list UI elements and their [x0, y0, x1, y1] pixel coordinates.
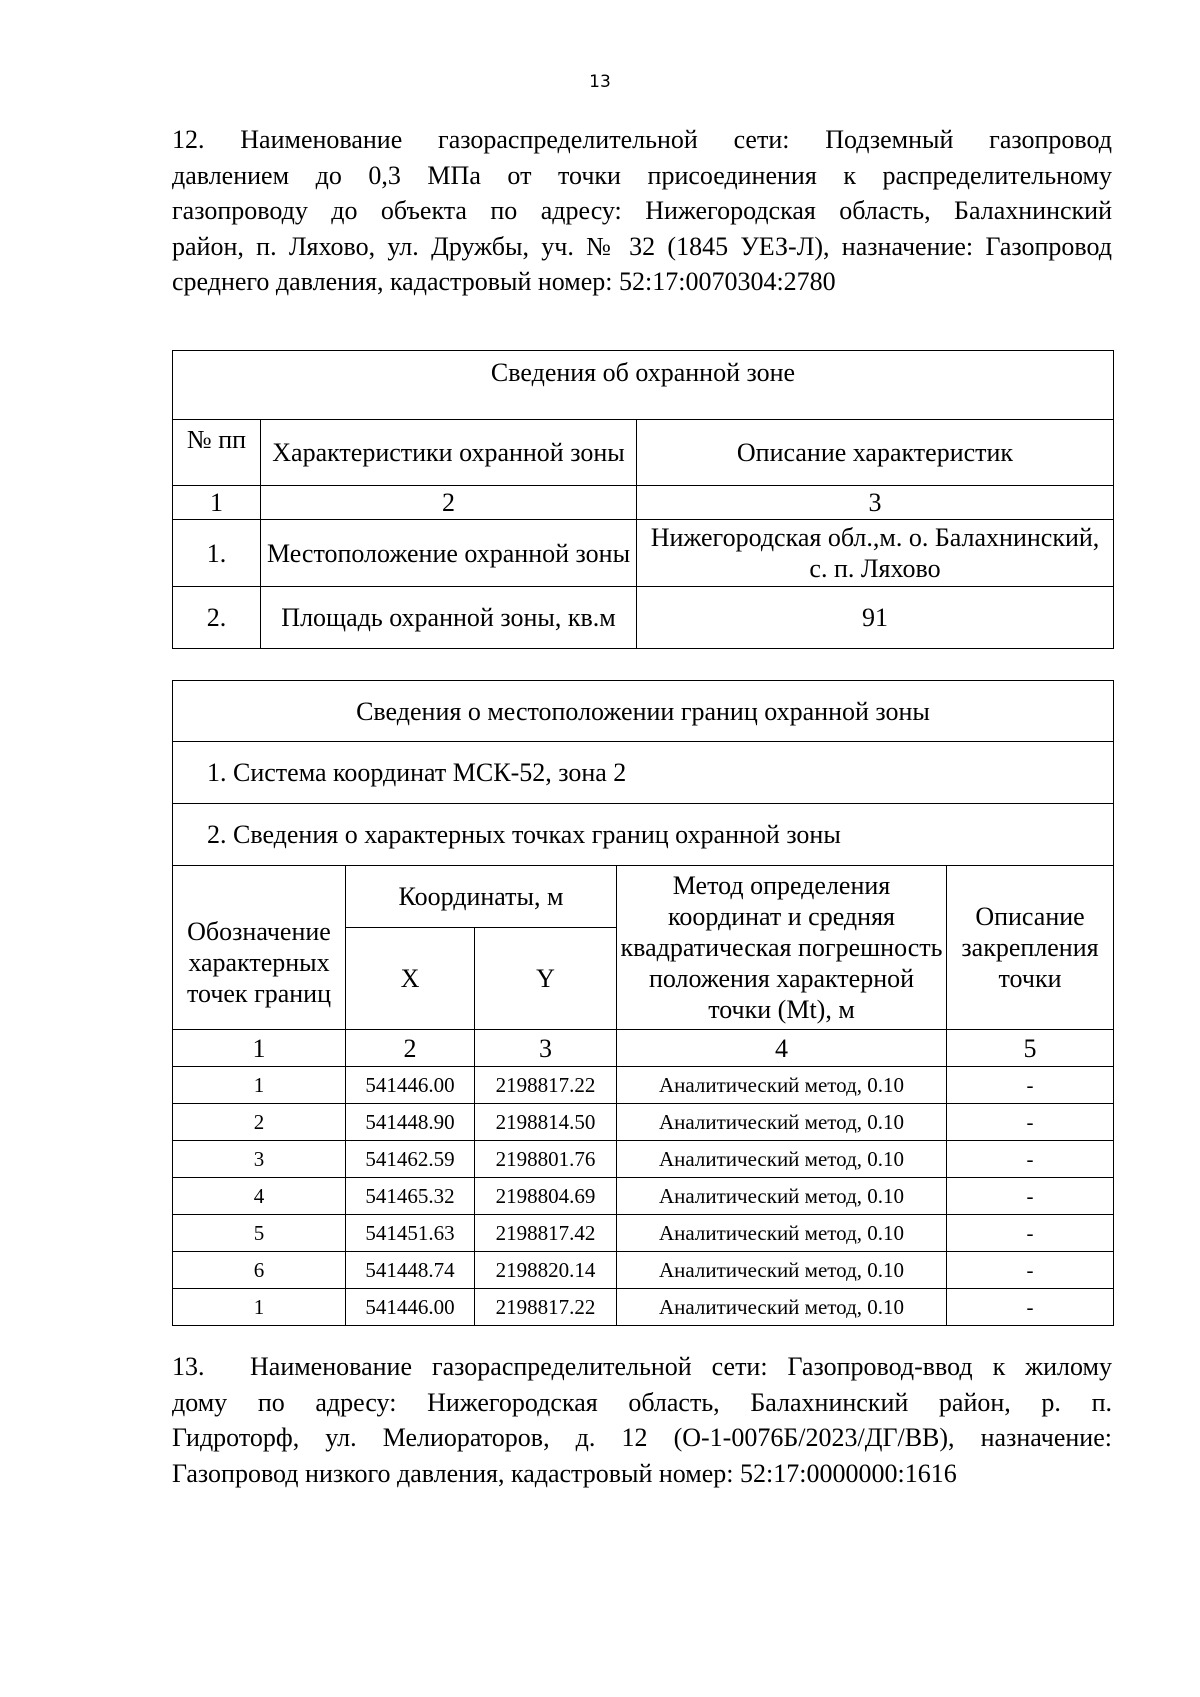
zone-table-title: Сведения об охранной зоне [173, 351, 1114, 420]
protection-zone-table [172, 350, 1114, 649]
text-word: сети: [733, 125, 790, 154]
section-12-line-4: район, п. Ляхово, ул. Дружбы, уч. № 32 (1845 УЕЗ-Л), назначение: Газопровод [172, 231, 1112, 261]
boundary-col-number: 2 [346, 1030, 475, 1067]
point-x: 541448.74 [346, 1252, 475, 1289]
boundary-table [172, 680, 1114, 1326]
header-method: Метод определения координат и средняя квадратическая погрешность положения характерной точки (Mt), м [617, 866, 947, 1030]
table-row [173, 1215, 1114, 1252]
section-12-line-1 [172, 122, 1112, 158]
boundary-col-number: 3 [475, 1030, 617, 1067]
zone-row-number: 2. [173, 587, 261, 649]
zone-col-number: 2 [261, 486, 637, 520]
zone-col-number: 3 [637, 486, 1114, 520]
point-id: 3 [173, 1141, 346, 1178]
section-13-number: 13. [172, 1352, 205, 1381]
section-13-line-2: дому по адресу: Нижегородская область, Балахнинский район, р. п. [172, 1387, 1112, 1417]
point-fixing: - [947, 1104, 1114, 1141]
header-coordinates: Координаты, м [346, 866, 617, 928]
zone-header-number: № пп [173, 420, 261, 486]
point-x: 541446.00 [346, 1067, 475, 1104]
point-y: 2198817.42 [475, 1215, 617, 1252]
zone-row-number: 1. [173, 520, 261, 587]
section-12-number: 12. [172, 125, 205, 154]
boundary-col-number: 5 [947, 1030, 1114, 1067]
point-y: 2198814.50 [475, 1104, 617, 1141]
boundary-table-title: Сведения о местоположении границ охранной зоны [173, 681, 1114, 742]
point-fixing: - [947, 1252, 1114, 1289]
section-12-paragraph [172, 122, 1112, 300]
point-id: 1 [173, 1289, 346, 1326]
point-id: 2 [173, 1104, 346, 1141]
zone-header-characteristics: Характеристики охранной зоны [261, 420, 637, 486]
point-method: Аналитический метод, 0.10 [617, 1104, 947, 1141]
page-number: 13 [589, 72, 611, 92]
point-y: 2198817.22 [475, 1289, 617, 1326]
boundary-col-number: 1 [173, 1030, 346, 1067]
header-fixing-description: Описание закрепления точки [947, 866, 1114, 1030]
coordinate-system: 1. Система координат МСК-52, зона 2 [173, 742, 1114, 804]
point-y: 2198817.22 [475, 1067, 617, 1104]
table-row [173, 520, 1114, 587]
point-id: 4 [173, 1178, 346, 1215]
point-y: 2198820.14 [475, 1252, 617, 1289]
point-y: 2198801.76 [475, 1141, 617, 1178]
point-id: 6 [173, 1252, 346, 1289]
zone-row-name: Местоположение охранной зоны [261, 520, 637, 587]
zone-row-name: Площадь охранной зоны, кв.м [261, 587, 637, 649]
point-fixing: - [947, 1215, 1114, 1252]
point-x: 541446.00 [346, 1289, 475, 1326]
section-12-line-3: газопроводу до объекта по адресу: Нижегородская область, Балахнинский [172, 196, 1112, 225]
point-method: Аналитический метод, 0.10 [617, 1178, 947, 1215]
point-method: Аналитический метод, 0.10 [617, 1252, 947, 1289]
point-id: 1 [173, 1067, 346, 1104]
point-method: Аналитический метод, 0.10 [617, 1067, 947, 1104]
table-row [173, 1067, 1114, 1104]
header-x: X [346, 928, 475, 1030]
point-x: 541465.32 [346, 1178, 475, 1215]
points-title: 2. Сведения о характерных точках границ охранной зоны [173, 804, 1114, 866]
point-x: 541462.59 [346, 1141, 475, 1178]
section-13-line-1-text: Наименование газораспределительной сети: Газопровод-ввод к жилому [250, 1352, 1112, 1381]
section-13-line-4: Газопровод низкого давления, кадастровый номер: 52:17:0000000:1616 [172, 1458, 957, 1488]
point-method: Аналитический метод, 0.10 [617, 1215, 947, 1252]
zone-header-description: Описание характеристик [637, 420, 1114, 486]
point-method: Аналитический метод, 0.10 [617, 1289, 947, 1326]
header-y: Y [475, 928, 617, 1030]
table-row [173, 1104, 1114, 1141]
point-id: 5 [173, 1215, 346, 1252]
table-row [173, 587, 1114, 649]
table-row [173, 1141, 1114, 1178]
point-y: 2198804.69 [475, 1178, 617, 1215]
text-word: Подземный [825, 125, 954, 154]
table-row [173, 1252, 1114, 1289]
point-fixing: - [947, 1289, 1114, 1326]
zone-row-value: Нижегородская обл.,м. о. Балахнинский, с. п. Ляхово [637, 520, 1114, 587]
section-13-line-1 [172, 1349, 1112, 1385]
point-fixing: - [947, 1067, 1114, 1104]
boundary-col-number: 4 [617, 1030, 947, 1067]
text-word: газопровод [989, 125, 1112, 154]
point-x: 541448.90 [346, 1104, 475, 1141]
point-fixing: - [947, 1178, 1114, 1215]
text-word: газораспределительной [438, 125, 698, 154]
point-method: Аналитический метод, 0.10 [617, 1141, 947, 1178]
point-fixing: - [947, 1141, 1114, 1178]
table-row [173, 1178, 1114, 1215]
table-row [173, 1289, 1114, 1326]
section-13-paragraph [172, 1349, 1112, 1491]
point-x: 541451.63 [346, 1215, 475, 1252]
text-word: Наименование [240, 125, 403, 154]
section-12-line-2: давлением до 0,3 МПа от точки присоединения к распределительному [172, 160, 1112, 190]
zone-col-number: 1 [173, 486, 261, 520]
section-12-line-5: среднего давления, кадастровый номер: 52:17:0070304:2780 [172, 267, 836, 296]
zone-row-value: 91 [637, 587, 1114, 649]
section-13-line-3: Гидроторф, ул. Мелиораторов, д. 12 (О-1-0076Б/2023/ДГ/ВВ), назначение: [172, 1423, 1112, 1452]
header-point-designation: Обозначение характерных точек границ [173, 866, 346, 1030]
